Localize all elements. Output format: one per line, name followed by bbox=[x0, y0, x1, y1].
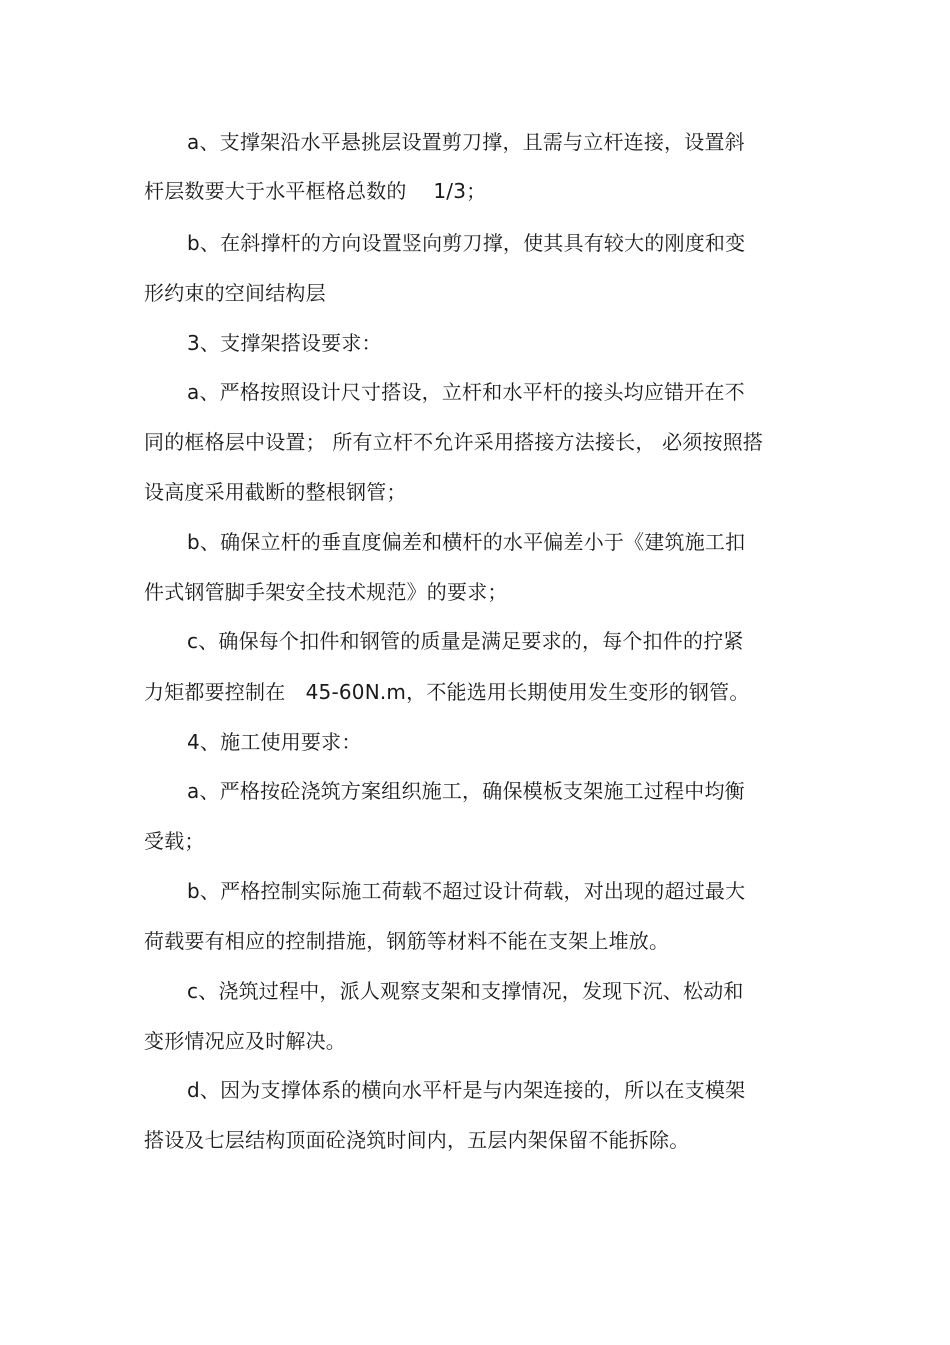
text-line: c、确保每个扣件和钢管的质量是满足要求的，每个扣件的拧紧 bbox=[187, 629, 744, 653]
text-line: 力矩都要控制在 45-60N.m，不能选用长期使用发生变形的钢管。 bbox=[144, 680, 750, 704]
text-line: 搭设及七层结构顶面砼浇筑时间内，五层内架保留不能拆除。 bbox=[144, 1128, 690, 1152]
text-line: 杆层数要大于水平框格总数的 1/3； bbox=[144, 179, 487, 203]
section-heading: 3、支撑架搭设要求： bbox=[187, 331, 382, 355]
text-line: 荷载要有相应的控制措施，钢筋等材料不能在支架上堆放。 bbox=[144, 929, 670, 953]
text-line: 受载； bbox=[144, 829, 205, 853]
text-line: c、浇筑过程中，派人观察支架和支撑情况，发现下沉、松动和 bbox=[187, 979, 744, 1003]
text-line: 同的框格层中设置； 所有立杆不允许采用搭接方法接长， 必须按照搭 bbox=[144, 430, 764, 454]
text-line: a、严格按照设计尺寸搭设，立杆和水平杆的接头均应错开在不 bbox=[187, 380, 745, 404]
text-line: a、支撑架沿水平悬挑层设置剪刀撑，且需与立杆连接，设置斜 bbox=[187, 130, 745, 154]
text-line: b、确保立杆的垂直度偏差和横杆的水平偏差小于《建筑施工扣 bbox=[187, 530, 746, 554]
text-line: 设高度采用截断的整根钢管； bbox=[144, 480, 407, 504]
text-line: b、严格控制实际施工荷载不超过设计荷载，对出现的超过最大 bbox=[187, 879, 746, 903]
text-line: 件式钢管脚手架安全技术规范》的要求； bbox=[144, 580, 508, 604]
text-line: b、在斜撑杆的方向设置竖向剪刀撑，使其具有较大的刚度和变 bbox=[187, 231, 746, 255]
text-line: 变形情况应及时解决。 bbox=[144, 1029, 346, 1053]
section-heading: 4、施工使用要求： bbox=[187, 730, 362, 754]
text-line: d、因为支撑体系的横向水平杆是与内架连接的，所以在支模架 bbox=[187, 1078, 746, 1102]
text-line: 形约束的空间结构层 bbox=[144, 281, 326, 305]
text-line: a、严格按砼浇筑方案组织施工，确保模板支架施工过程中均衡 bbox=[187, 779, 745, 803]
